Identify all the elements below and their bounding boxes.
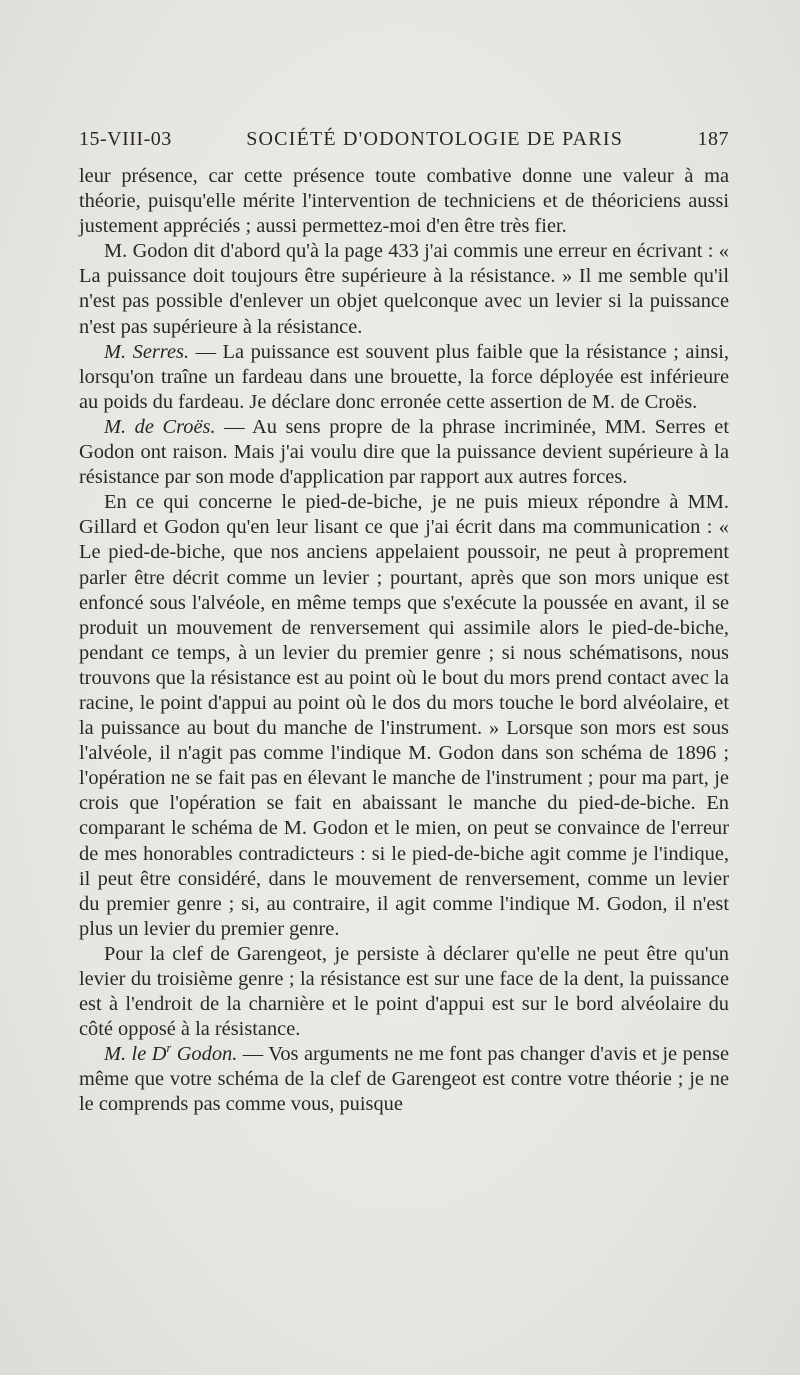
paragraph-text: Pour la clef de Garengeot, je persiste à déclarer qu'elle ne peut être qu'un levier du troisième genre ; la résistance est sur une face de la dent, la puissance est à l'endroit de la charnière et le point d'appui est sur le bord alvéolaire du côté opposé à la résistance. <box>79 942 729 1041</box>
paragraph-text: — Vos arguments ne me font pas changer d'avis et je pense même que votre schéma de la clef de Garengeot est contre votre théorie ; je ne le comprends pas comme vous, puisque <box>79 1043 729 1116</box>
speaker-suffix: Godon. <box>171 1043 238 1066</box>
paragraph <box>79 164 729 239</box>
paragraph <box>79 340 729 415</box>
speaker-prefix: M. le D <box>104 1043 167 1066</box>
paragraph-text: leur présence, car cette présence toute combative donne une valeur à ma théorie, puisqu'elle mérite l'intervention de techniciens et de théoriciens aussi justement appréciés ; aussi permettez-moi d'en être très fier. <box>79 165 729 238</box>
header-date: 15-VIII-03 <box>79 128 172 150</box>
running-header <box>79 127 729 151</box>
paragraph <box>79 1042 729 1117</box>
speaker-name <box>104 1043 237 1065</box>
paragraph <box>79 239 729 339</box>
speaker-superscript: r <box>166 1041 172 1056</box>
paragraph <box>79 942 729 1042</box>
paragraph <box>79 415 729 490</box>
page-number: 187 <box>697 128 729 150</box>
paragraph-text: M. Godon dit d'abord qu'à la page 433 j'ai commis une erreur en écrivant : « La puissance doit toujours être supérieure à la résistance. » Il me semble qu'il n'est pas possible d'enlever un objet quelconque avec un levier si la puissance n'est pas supérieure à la résistance. <box>79 240 729 338</box>
speaker-name: M. Serres. <box>104 340 190 363</box>
paragraph <box>79 490 729 942</box>
speaker-name: M. de Croës. <box>104 415 216 438</box>
body-text <box>79 164 729 1118</box>
paragraph-text: — La puissance est souvent plus faible que la résistance ; ainsi, lorsqu'on traîne un fardeau dans une brouette, la force déployée est inférieure au poids du fardeau. Je déclare donc erronée cette assertion de M. de Croës. <box>79 340 730 413</box>
paragraph-text: En ce qui concerne le pied-de-biche, je ne puis mieux répondre à MM. Gillard et Godon qu'en leur lisant ce que j'ai écrit dans ma communication : « Le pied-de-biche, que nos anciens appelaient poussoir, ne peut à proprement parler être décrit comme un levier ; pourtant, après que son mors unique est enfoncé sous l'alvéole, en même temps que s'exécute la poussée en avant, il se produit un mouvement de renversement qui assimile alors le pied-de-biche, pendant ce temps, à un levier du premier genre ; si nous schématisons, nous trouvons que la résistance est au point où le bout du mors prend contact avec la racine, le point d'appui au point où le dos du mors touche le bord alvéolaire, et la puissance au bout du manche de l'instrument. » Lorsque son mors est sous l'alvéole, il n'agit pas comme l'indique M. Godon dans son schéma de 1896 ; l'opération ne se fait pas en élevant le manche de l'instrument ; pour ma part, je crois que l'opération se fait en abaissant le manche du pied-de-biche. En comparant le schéma de M. Godon et le mien, on peut se convaince de l'erreur de mes honorables contradicteurs : si le pied-de-biche agit comme je l'indique, il peut être considéré, dans le mouvement de renversement, comme un levier du premier genre ; si, au contraire, il agit comme l'indique M. Godon, il n'est plus un levier du premier genre. <box>79 491 729 940</box>
header-title: SOCIÉTÉ D'ODONTOLOGIE DE PARIS <box>246 128 624 150</box>
paragraph-text: — Au sens propre de la phrase incriminée, MM. Serres et Godon ont raison. Mais j'ai voulu dire que la puissance devient supérieure à la résistance par son mode d'application par rapport aux autres forces. <box>79 415 729 489</box>
